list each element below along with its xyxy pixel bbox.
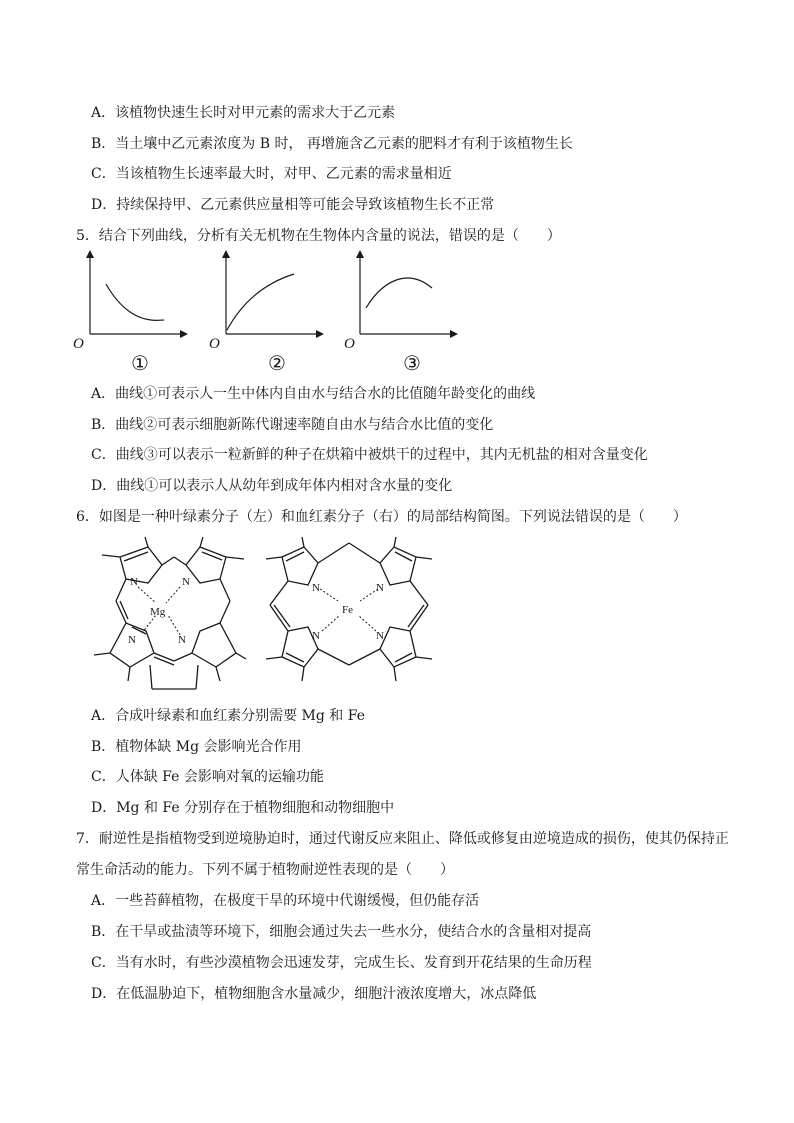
chlorophyll-n-1: N <box>130 576 138 588</box>
chlorophyll-mg-label: Mg <box>150 606 166 618</box>
q5-graph-3-origin: O <box>344 336 355 352</box>
q5-graph-2 <box>214 250 324 350</box>
q5-graph-2-origin: O <box>209 336 220 352</box>
heme-fe-label: Fe <box>342 604 353 616</box>
q6-option-b: B．植物体缺 Mg 会影响光合作用 <box>91 739 302 755</box>
q5-option-c: C．曲线③可以表示一粒新鲜的种子在烘箱中被烘干的过程中，其内无机盐的相对含量变化 <box>91 447 648 463</box>
q5-option-d: D．曲线①可以表示人从幼年到成年体内相对含水量的变化 <box>91 478 453 494</box>
q6-option-a: A．合成叶绿素和血红素分别需要 Mg 和 Fe <box>91 708 365 724</box>
q7-option-a: A．一些苔藓植物，在极度干旱的环境中代谢缓慢，但仍能存活 <box>91 893 480 909</box>
q5-graph-1-origin: O <box>73 336 84 352</box>
q4-option-c: C．当该植物生长速率最大时，对甲、乙元素的需求量相近 <box>91 166 452 182</box>
chlorophyll-n-2: N <box>182 576 190 588</box>
q5-graph-2-label: ② <box>268 351 286 375</box>
q4-option-d: D．持续保持甲、乙元素供应量相等可能会导致该植物生长不正常 <box>91 197 495 213</box>
chlorophyll-n-3: N <box>128 634 136 646</box>
q4-option-b: B．当土壤中乙元素浓度为 B 时， 再增施含乙元素的肥料才有利于该植物生长 <box>91 136 573 152</box>
q5-graph-3-label: ③ <box>403 351 421 375</box>
heme-n-2: N <box>376 582 384 594</box>
q5-graph-1 <box>78 250 188 350</box>
q6-option-c: C．人体缺 Fe 会影响对氧的运输功能 <box>91 769 324 785</box>
q7-option-c: C．当有水时，有些沙漠植物会迅速发芽，完成生长、发育到开花结果的生命历程 <box>91 955 592 971</box>
heme-structure <box>254 535 434 695</box>
heme-n-3: N <box>312 630 320 642</box>
q7-stem-line-1: 7．耐逆性是指植物受到逆境胁迫时，通过代谢反应来阻止、降低或修复由逆境造成的损伤，使其仍保持正 <box>76 831 729 847</box>
q5-graph-3 <box>348 250 458 350</box>
heme-n-4: N <box>376 630 384 642</box>
chlorophyll-n-4: N <box>178 634 186 646</box>
q5-graph-1-label: ① <box>131 351 149 375</box>
q6-stem: 6．如图是一种叶绿素分子（左）和血红素分子（右）的局部结构简图。下列说法错误的是（ ） <box>76 509 687 525</box>
q7-option-b: B．在干旱或盐渍等环境下，细胞会通过失去一些水分，使结合水的含量相对提高 <box>91 924 592 940</box>
q7-option-d: D．在低温胁迫下，植物细胞含水量减少，细胞汁液浓度增大，冰点降低 <box>91 986 537 1002</box>
q5-option-b: B．曲线②可表示细胞新陈代谢速率随自由水与结合水比值的变化 <box>91 417 494 433</box>
chlorophyll-structure <box>70 535 250 695</box>
q5-option-a: A．曲线①可表示人一生中体内自由水与结合水的比值随年龄变化的曲线 <box>91 386 536 402</box>
q4-option-a: A．该植物快速生长时对甲元素的需求大于乙元素 <box>91 105 396 121</box>
q6-option-d: D．Mg 和 Fe 分别存在于植物细胞和动物细胞中 <box>91 800 395 816</box>
heme-n-1: N <box>312 582 320 594</box>
q5-stem: 5．结合下列曲线，分析有关无机物在生物体内含量的说法，错误的是（ ） <box>76 228 561 244</box>
q7-stem-line-2: 常生命活动的能力。下列不属于植物耐逆性表现的是（ ） <box>76 862 454 878</box>
